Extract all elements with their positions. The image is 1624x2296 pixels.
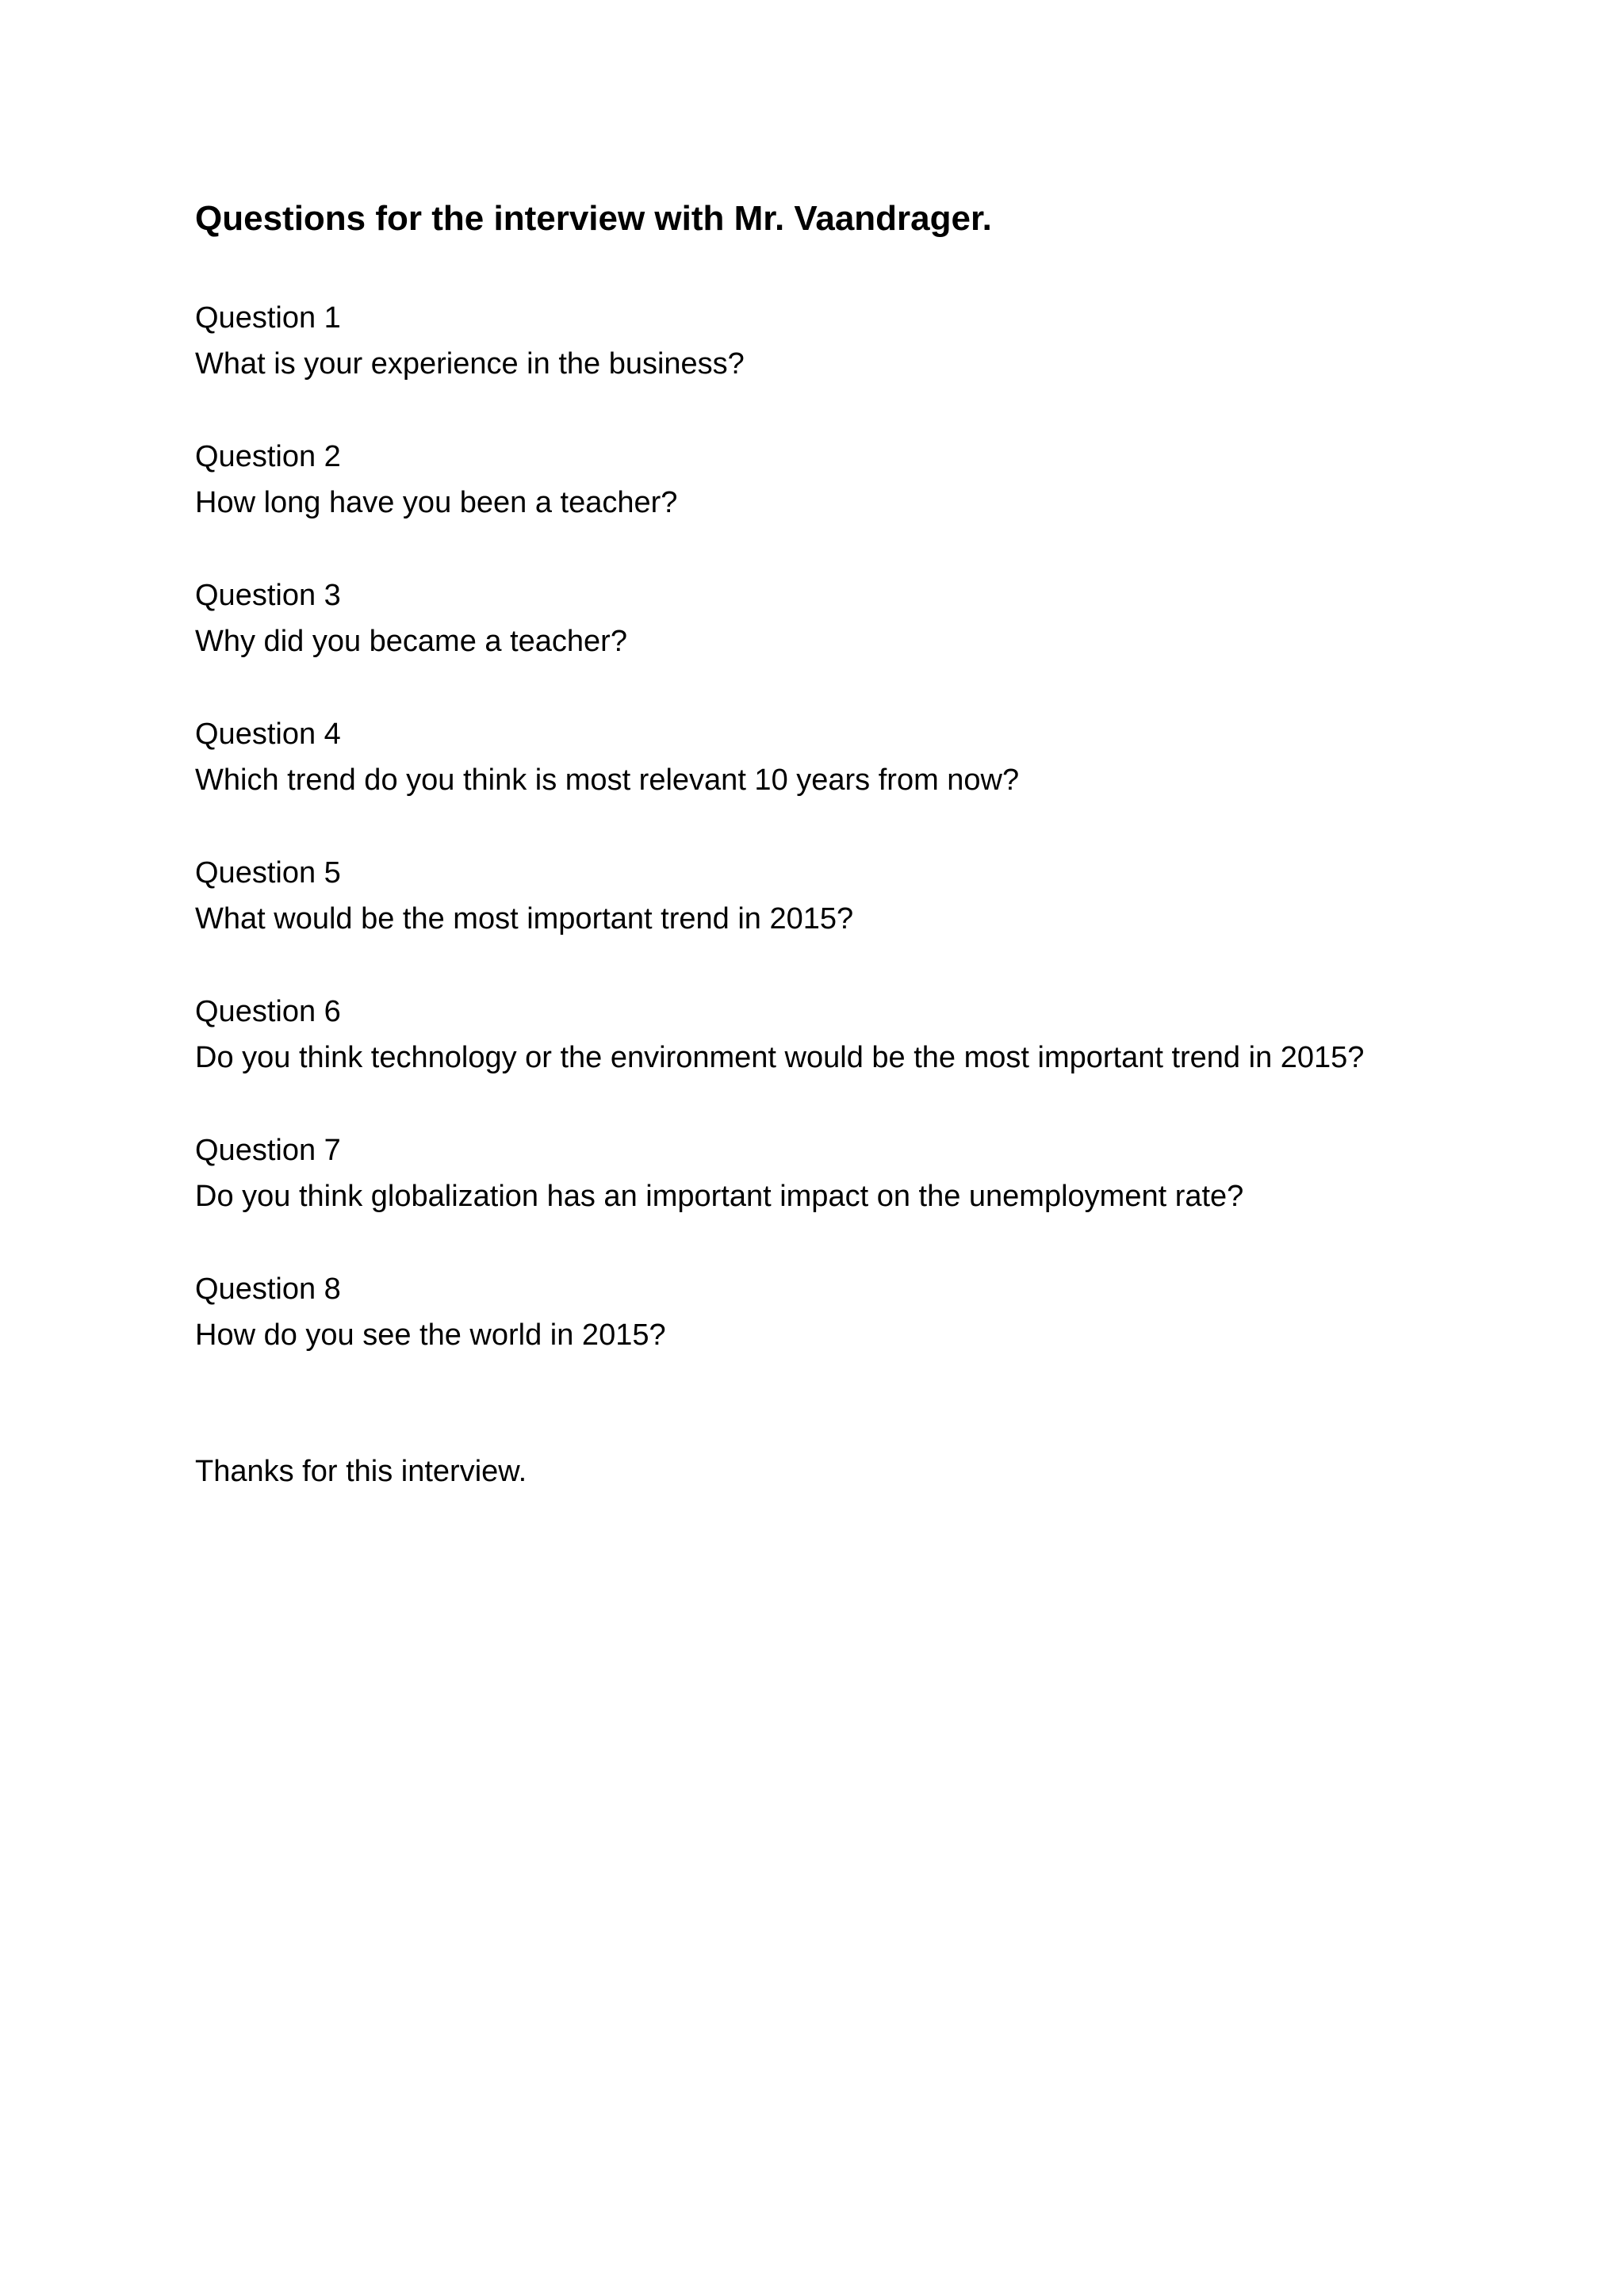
- question-text: Why did you became a teacher?: [195, 625, 627, 658]
- question-text: Do you think globalization has an important impact on the unemployment rate?: [195, 1180, 1244, 1213]
- question-label: Question 6: [195, 995, 341, 1028]
- question-block: [195, 711, 1464, 803]
- question-block: [195, 434, 1464, 526]
- question-text: How do you see the world in 2015?: [195, 1318, 666, 1352]
- question-label: Question 5: [195, 856, 341, 890]
- closing-text: Thanks for this interview.: [195, 1455, 527, 1488]
- document-body: [195, 197, 1464, 1494]
- document-title: Questions for the interview with Mr. Vaandrager.: [195, 199, 992, 238]
- question-label: Question 7: [195, 1134, 341, 1167]
- question-block: [195, 850, 1464, 942]
- question-label: Question 1: [195, 301, 341, 335]
- question-block: [195, 1127, 1464, 1219]
- question-text: What would be the most important trend in 2015?: [195, 902, 854, 936]
- question-label: Question 3: [195, 579, 341, 612]
- question-text: What is your experience in the business?: [195, 347, 745, 381]
- question-text: Which trend do you think is most relevant 10 years from now?: [195, 763, 1020, 797]
- question-text: Do you think technology or the environment would be the most important trend in 2015?: [195, 1041, 1365, 1074]
- question-label: Question 2: [195, 440, 341, 473]
- question-block: [195, 572, 1464, 664]
- question-block: [195, 989, 1464, 1081]
- question-text: How long have you been a teacher?: [195, 486, 678, 519]
- question-label: Question 8: [195, 1272, 341, 1306]
- question-block: [195, 1266, 1464, 1358]
- question-label: Question 4: [195, 718, 341, 751]
- question-block: [195, 295, 1464, 387]
